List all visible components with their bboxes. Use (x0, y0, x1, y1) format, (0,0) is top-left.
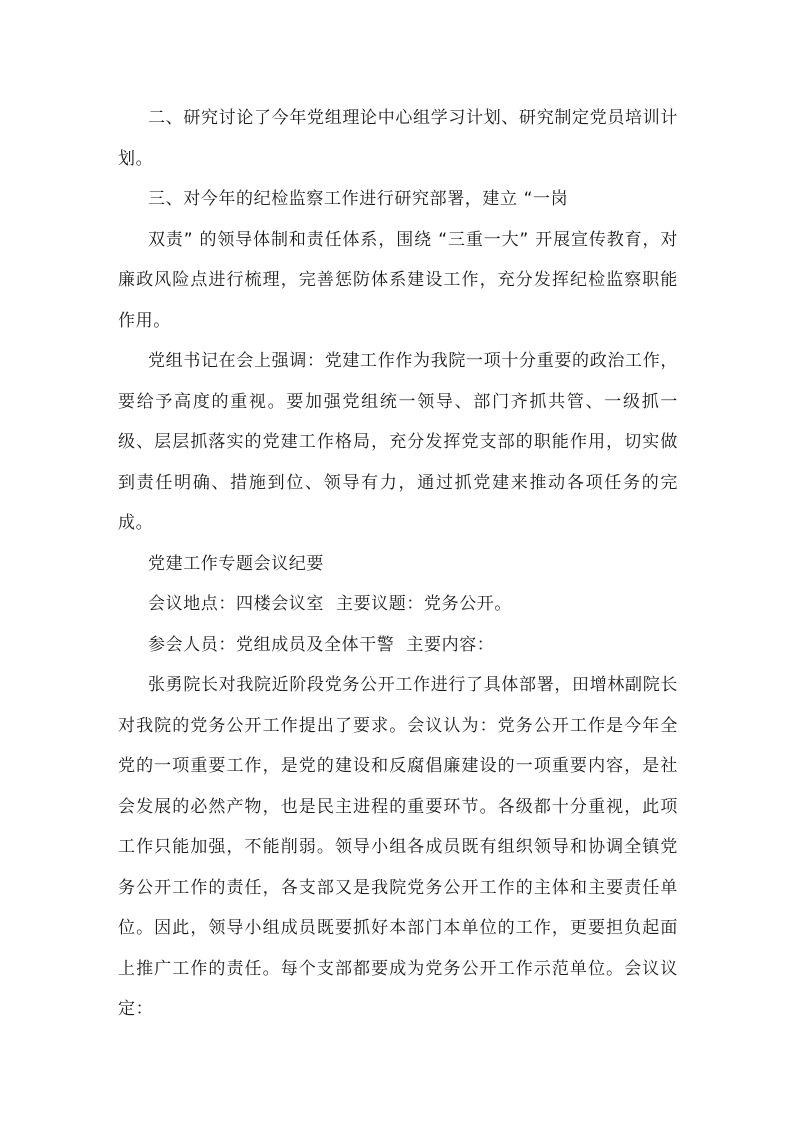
section-heading: 党建工作专题会议纪要 (148, 553, 324, 574)
document-body (118, 98, 678, 1030)
paragraph-discipline-intro: 三、对今年的纪检监察工作进行研究部署，建立 “一岗 (148, 189, 569, 209)
paragraph-meeting-content: 张勇院长对我院近阶段党务公开工作进行了具体部署，田增林副院长对我院的党务公开工作提出了要求。会议认为：党务公开工作是今年全党的一项重要工作，是党的建设和反腐倡廉建设的一项重要内容，是社会发展的必然产物，也是民主进程的重要环节。各级都十分重视，此项工作只能加强，不能削弱。领导小组各成员既有组织领导和协调全镇党务公开工作的责任，各支部又是我院党务公开工作的主体和主要责任单位。因此，领导小组成员既要抓好本部门本单位的工作，更要担负起面上推广工作的责任。每个支部都要成为党务公开工作示范单位。会议议定： (118, 675, 678, 1019)
meeting-location-topic: 会议地点：四楼会议室 主要议题：党务公开。 (148, 594, 513, 614)
paragraph-discipline-detail: 双责” 的领导体制和责任体系，围绕 “三重一大” 开展宣传教育，对廉政风险点进行梳理，完善惩防体系建设工作，充分发挥纪检监察职能作用。 (118, 229, 678, 331)
paragraph-secretary-emphasis: 党组书记在会上强调：党建工作作为我院一项十分重要的政治工作，要给予高度的重视。要加强党组统一领导、部门齐抓共管、一级抓一级、层层抓落实的党建工作格局，充分发挥党支部的职能作用，切实做到责任明确、措施到位、领导有力，通过抓党建来推动各项任务的完成。 (118, 351, 678, 533)
paragraph-study-plan: 二、研究讨论了今年党组理论中心组学习计划、研究制定党员培训计划。 (118, 108, 678, 169)
meeting-attendees: 参会人员：党组成员及全体干警 主要内容： (148, 634, 495, 655)
